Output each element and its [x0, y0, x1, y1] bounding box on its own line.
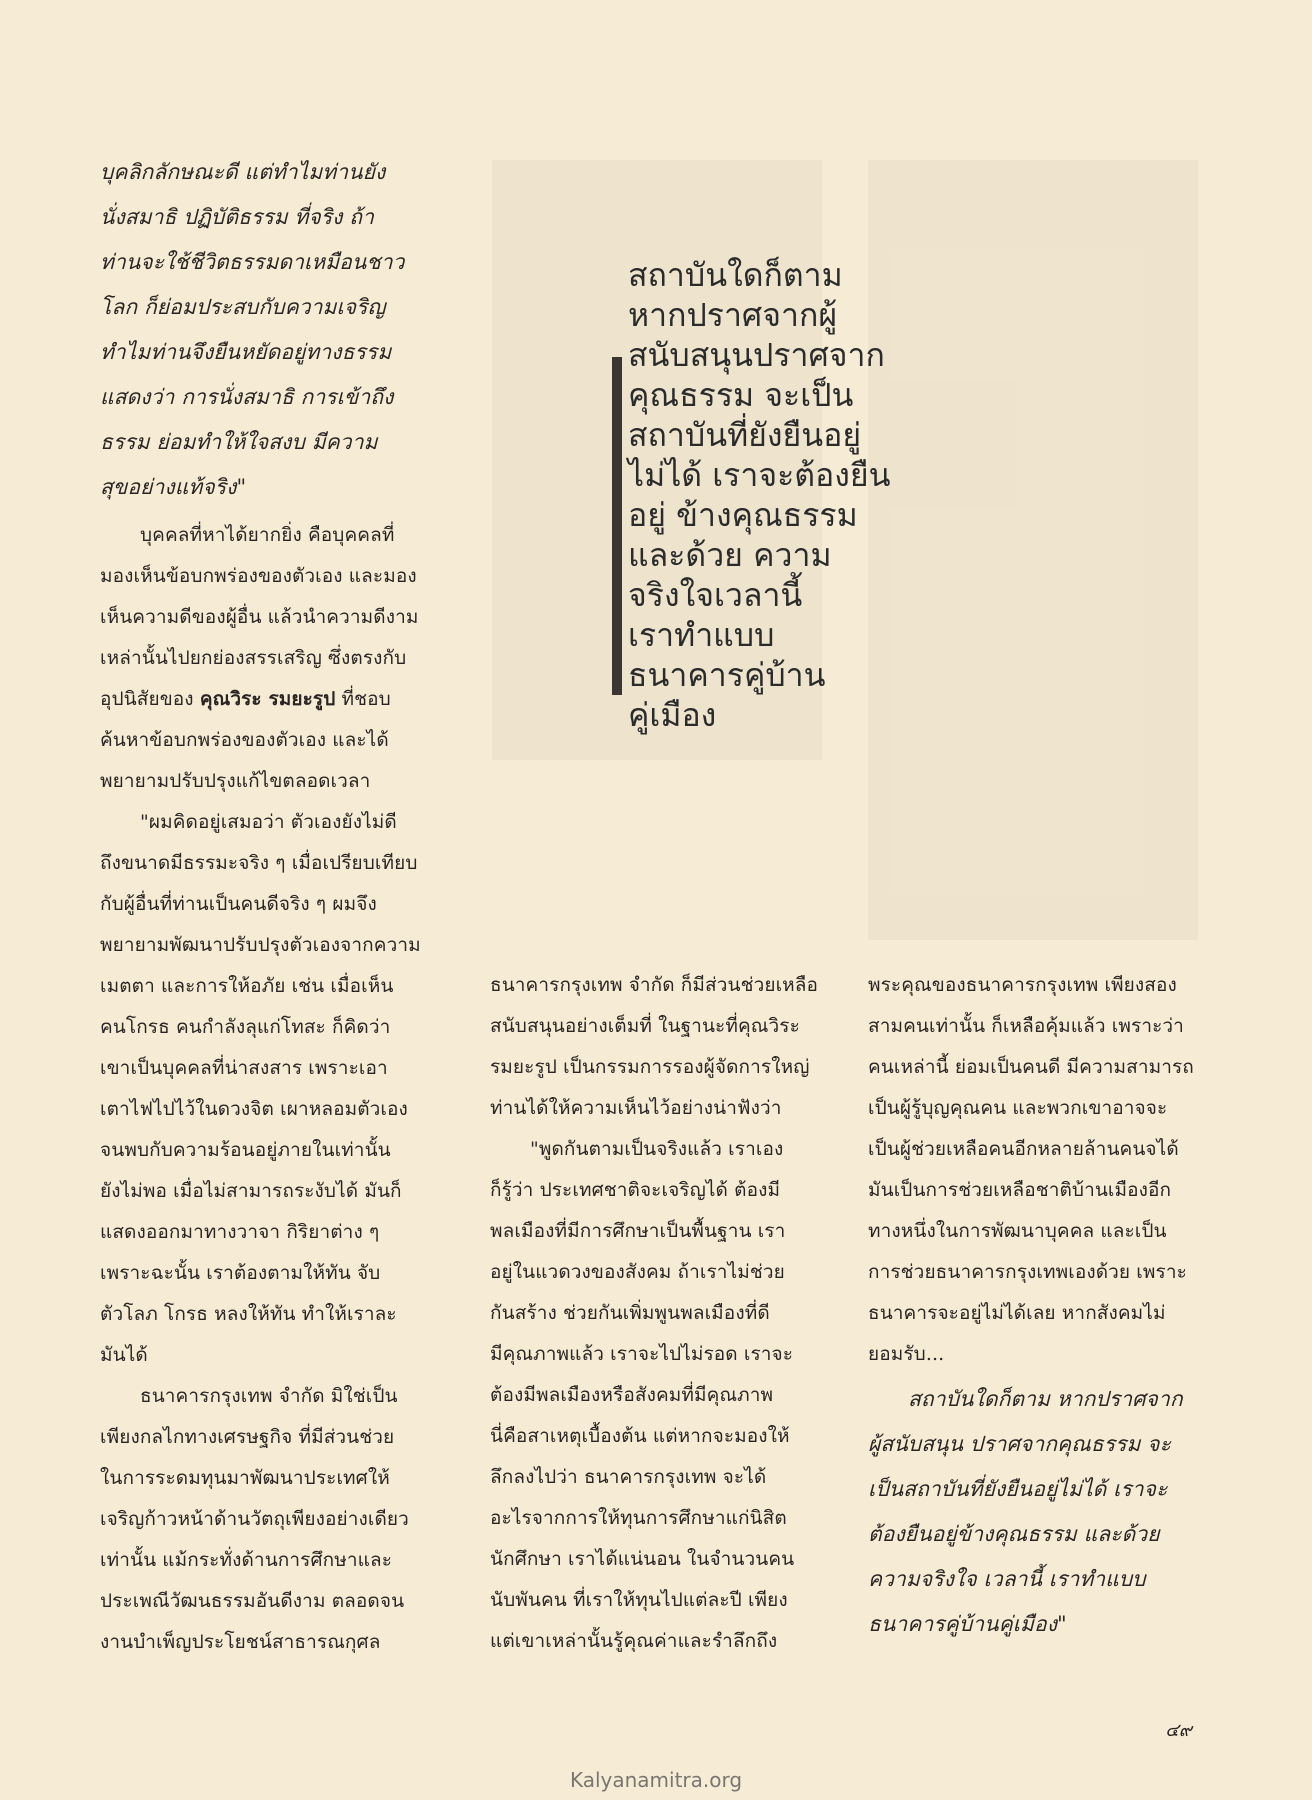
text-line: ธรรม ย่อมทำให้ใจสงบ มีความ: [100, 430, 378, 454]
text-line: เหล่านั้นไปยกย่องสรรเสริญ ซึ่งตรงกับ: [100, 647, 407, 669]
text-line: เตาไฟไปไว้ในดวงจิต เผาหลอมตัวเอง: [100, 1098, 408, 1120]
text-line: เป็นสถาบันที่ยังยืนอยู่ไม่ได้ เราจะ: [868, 1477, 1168, 1501]
text-line: เท่านั้น แม้กระทั่งด้านการศึกษาและ: [100, 1549, 393, 1571]
text-line: โลก ก็ย่อมประสบกับความเจริญ: [100, 295, 386, 319]
right-italic-quote: [868, 1377, 1198, 1647]
text-line: ทางหนึ่งในการพัฒนาบุคคล และเป็น: [868, 1220, 1167, 1242]
text-line: กับผู้อื่นที่ท่านเป็นคนดีจริง ๆ ผมจึง: [100, 893, 377, 915]
text-line: งานบำเพ็ญประโยชน์สาธารณกุศล: [100, 1631, 381, 1653]
text-line: "ผมคิดอยู่เสมอว่า ตัวเองยังไม่ดี: [140, 811, 397, 833]
watermark: Kalyanamitra.org: [569, 1768, 743, 1792]
text-line: เพียงกลไกทางเศรษฐกิจ ที่มีส่วนช่วย: [100, 1426, 395, 1448]
text-line: มันได้: [100, 1344, 148, 1366]
text-line: ค้นหาข้อบกพร่องของตัวเอง และได้: [100, 729, 389, 751]
text-line: พยายามพัฒนาปรับปรุงตัวเองจากความ: [100, 934, 421, 956]
text-line: กันสร้าง ช่วยกันเพิ่มพูนพลเมืองที่ดี: [490, 1302, 770, 1324]
text-line: บุคลิกลักษณะดี แต่ทำไมท่านยัง: [100, 160, 386, 184]
text-line: ผู้สนับสนุน ปราศจากคุณธรรม จะ: [868, 1432, 1171, 1456]
text-line: ธนาคารกรุงเทพ จำกัด ก็มีส่วนช่วยเหลือ: [490, 974, 819, 996]
pull-quote-line: เราทำแบบ: [628, 616, 775, 654]
text-line: แสดงออกมาทางวาจา กิริยาต่าง ๆ: [100, 1221, 380, 1243]
show-through: [868, 160, 1198, 940]
pull-quote-line: สถาบันที่ยังยืนอยู่: [628, 416, 862, 454]
text-line: เพราะฉะนั้น เราต้องตามให้ทัน จับ: [100, 1262, 381, 1284]
pull-quote-line: ธนาคารคู่บ้าน: [628, 656, 826, 694]
text-line: คนโกรธ คนกำลังลุแก่โทสะ ก็คิดว่า: [100, 1016, 391, 1038]
text-line: เป็นผู้รู้บุญคุณคน และพวกเขาอาจจะ: [868, 1097, 1168, 1119]
person-name: คุณวิระ รมยะรูป: [199, 688, 336, 710]
text-line: พยายามปรับปรุงแก้ไขตลอดเวลา: [100, 770, 371, 792]
text-line: ทำไมท่านจึงยืนหยัดอยู่ทางธรรม: [100, 340, 392, 364]
pull-quote-line: และด้วย ความ: [628, 536, 832, 574]
text-line: ก็รู้ว่า ประเทศชาติจะเจริญได้ ต้องมี: [490, 1179, 781, 1201]
pull-quote-bar: [612, 357, 622, 695]
middle-body-text: [490, 965, 820, 1662]
right-body-text: [868, 965, 1198, 1375]
text-line: "พูดกันตามเป็นจริงแล้ว เราเอง: [530, 1138, 784, 1160]
pull-quote-line: สถาบันใดก็ตาม: [628, 256, 843, 294]
text-line: สุขอย่างแท้จริง": [100, 475, 247, 499]
text-line: เห็นความดีของผู้อื่น แล้วนำความดีงาม: [100, 606, 419, 628]
text-line: พระคุณของธนาคารกรุงเทพ เพียงสอง: [868, 974, 1177, 996]
text-line: ท่านได้ให้ความเห็นไว้อย่างน่าฟังว่า: [490, 1097, 782, 1119]
text-line: มันเป็นการช่วยเหลือชาติบ้านเมืองอีก: [868, 1179, 1172, 1201]
text-line: อยู่ในแวดวงของสังคม ถ้าเราไม่ช่วย: [490, 1261, 785, 1283]
text-line: ประเพณีวัฒนธรรมอันดีงาม ตลอดจน: [100, 1590, 405, 1612]
text-line: ธนาคารคู่บ้านคู่เมือง": [868, 1612, 1067, 1636]
text-line: รมยะรูป เป็นกรรมการรองผู้จัดการใหญ่: [490, 1056, 810, 1078]
text-line: คนเหล่านี้ ย่อมเป็นคนดี มีความสามารถ: [868, 1056, 1194, 1078]
text-line: ถึงขนาดมีธรรมะจริง ๆ เมื่อเปรียบเทียบ: [100, 852, 418, 874]
text-line: บุคคลที่หาได้ยากยิ่ง คือบุคคลที่: [140, 524, 395, 546]
text-line: แสดงว่า การนั่งสมาธิ การเข้าถึง: [100, 385, 394, 409]
text-line: ความจริงใจ เวลานี้ เราทำแบบ: [868, 1567, 1146, 1591]
text-fragment: อุปนิสัยของ: [100, 688, 194, 710]
text-line: ยังไม่พอ เมื่อไม่สามารถระงับได้ มันก็: [100, 1180, 402, 1202]
text-line: [100, 679, 445, 720]
text-line: การช่วยธนาคารกรุงเทพเองด้วย เพราะ: [868, 1261, 1187, 1283]
text-line: เขาเป็นบุคคลที่น่าสงสาร เพราะเอา: [100, 1057, 388, 1079]
text-line: ต้องมีพลเมืองหรือสังคมที่มีคุณภาพ: [490, 1384, 774, 1406]
pull-quote-line: หากปราศจากผู้: [628, 296, 838, 334]
pull-quote-line: อยู่ ข้างคุณธรรม: [628, 496, 858, 534]
text-line: ตัวโลภ โกรธ หลงให้ทัน ทำให้เราละ: [100, 1303, 397, 1325]
text-line: มีคุณภาพแล้ว เราจะไปไม่รอด เราจะ: [490, 1343, 794, 1365]
pull-quote-line: จริงใจเวลานี้: [628, 576, 803, 614]
text-line: เมตตา และการให้อภัย เช่น เมื่อเห็น: [100, 975, 394, 997]
pull-quote-line: คุณธรรม จะเป็น: [628, 376, 854, 414]
text-line: สนับสนุนอย่างเต็มที่ ในฐานะที่คุณวิระ: [490, 1015, 800, 1037]
text-line: ในการระดมทุนมาพัฒนาประเทศให้: [100, 1467, 390, 1489]
text-line: ลึกลงไปว่า ธนาคารกรุงเทพ จะได้: [490, 1466, 767, 1488]
text-line: นั่งสมาธิ ปฏิบัติธรรม ที่จริง ถ้า: [100, 205, 375, 229]
text-line: เป็นผู้ช่วยเหลือคนอีกหลายล้านคนจได้: [868, 1138, 1179, 1160]
text-line: ธนาคารกรุงเทพ จำกัด มิใช่เป็น: [140, 1385, 398, 1407]
text-line: ต้องยืนอยู่ข้างคุณธรรม และด้วย: [868, 1522, 1160, 1546]
page-number: ๔๙: [1165, 1720, 1192, 1741]
pull-quote-line: สนับสนุนปราศจาก: [628, 336, 885, 374]
text-line: มองเห็นข้อบกพร่องของตัวเอง และมอง: [100, 565, 417, 587]
text-line: นักศึกษา เราได้แน่นอน ในจำนวนคน: [490, 1548, 795, 1570]
left-body-text: [100, 515, 445, 1663]
text-line: นับพันคน ที่เราให้ทุนไปแต่ละปี เพียง: [490, 1589, 788, 1611]
text-line: ยอมรับ...: [868, 1343, 945, 1365]
text-line: จนพบกับความร้อนอยู่ภายในเท่านั้น: [100, 1139, 391, 1161]
text-line: พลเมืองที่มีการศึกษาเป็นพื้นฐาน เรา: [490, 1220, 786, 1242]
left-italic-paragraph: [100, 150, 445, 510]
pull-quote-line: ไม่ได้ เราจะต้องยืน: [628, 456, 891, 494]
text-line: อะไรจากการให้ทุนการศึกษาแก่นิสิต: [490, 1507, 787, 1529]
text-line: นี่คือสาเหตุเบื้องต้น แต่หากจะมองให้: [490, 1425, 790, 1447]
text-line: แต่เขาเหล่านั้นรู้คุณค่าและรำลึกถึง: [490, 1630, 778, 1652]
text-line: สามคนเท่านั้น ก็เหลือคุ้มแล้ว เพราะว่า: [868, 1015, 1184, 1037]
text-line: ธนาคารจะอยู่ไม่ได้เลย หากสังคมไม่: [868, 1302, 1166, 1324]
text-line: ท่านจะใช้ชีวิตธรรมดาเหมือนชาว: [100, 250, 405, 274]
text-fragment: ที่ชอบ: [341, 688, 391, 710]
pull-quote-line: คู่เมือง: [628, 696, 717, 734]
text-line: สถาบันใดก็ตาม หากปราศจาก: [908, 1387, 1183, 1411]
text-line: เจริญก้าวหน้าด้านวัตถุเพียงอย่างเดียว: [100, 1508, 409, 1530]
